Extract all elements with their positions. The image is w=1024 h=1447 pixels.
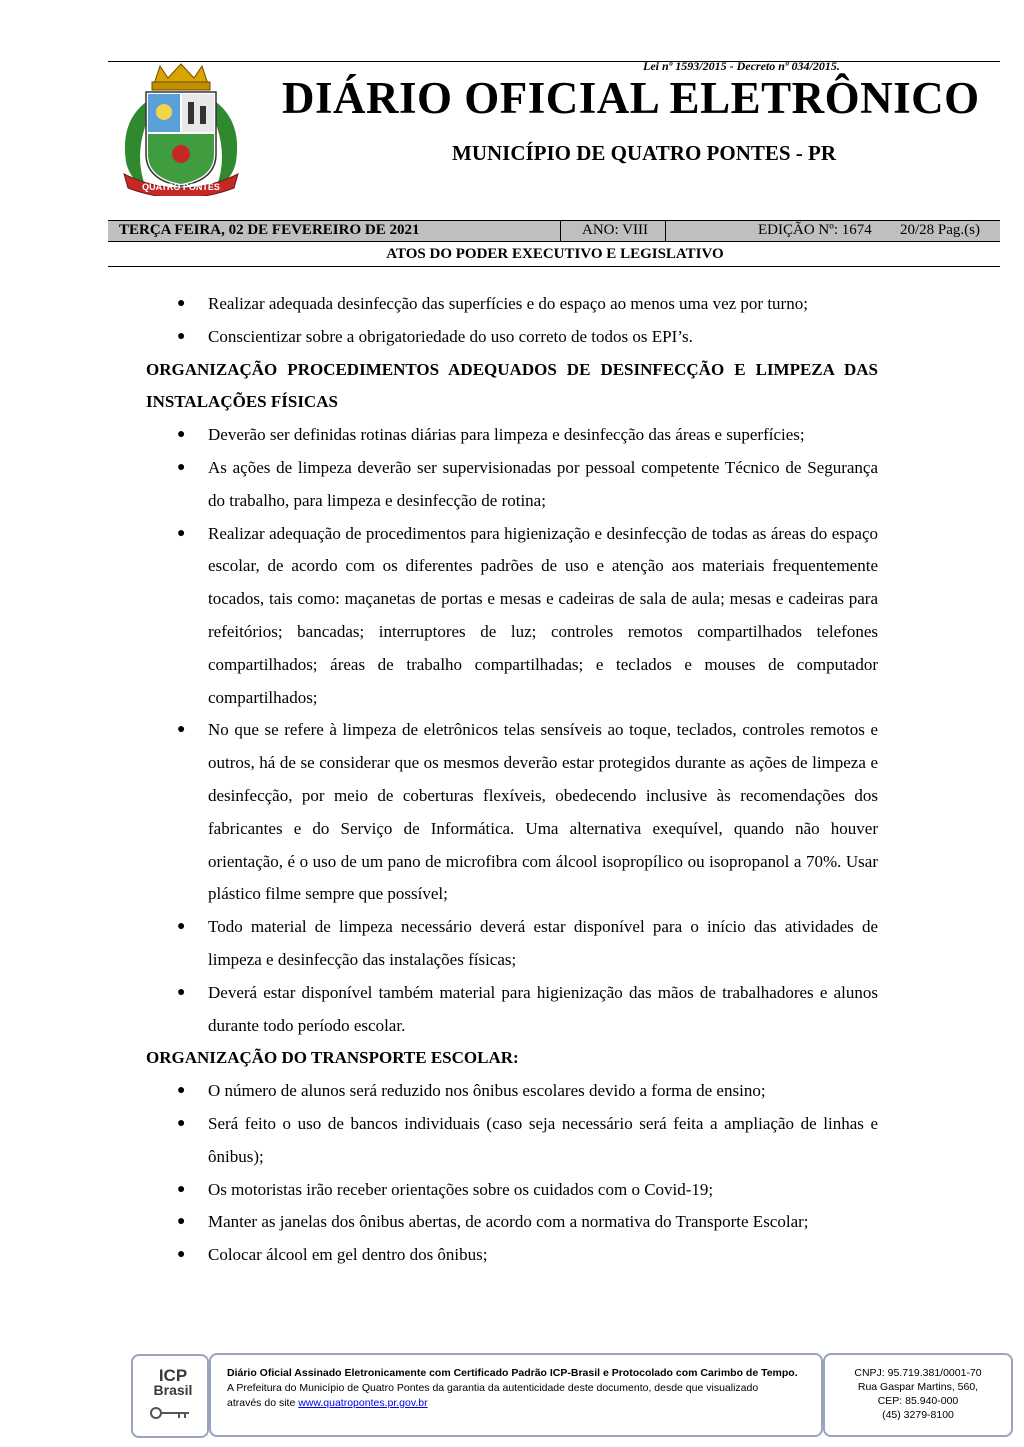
key-icon	[149, 1406, 193, 1420]
signature-line-2: A Prefeitura do Município de Quatro Pontes da garantia da autenticidade deste documento, desde que visualizado	[227, 1382, 759, 1394]
bullet-icon: ●	[177, 1181, 186, 1197]
list-item: ● No que se refere à limpeza de eletrônicos telas sensíveis ao toque, teclados, controles remotos e outros, há de se considerar que os mesmos deverão estar protegidos durante as ações de limpeza e desinfecção, por meio de coberturas flexíveis, obedecendo inclusive às recomendações dos fabricantes e do Serviço de Informática. Uma alternativa exequível, quando não houver orientação, é o uso de um pano de microfibra com álcool isopropílico ou isopropanol a 70%. Usar plástico filme sempre que possível;	[146, 714, 878, 911]
bullet-icon: ●	[177, 525, 186, 541]
page-title: DIÁRIO OFICIAL ELETRÔNICO	[282, 73, 980, 123]
bullet-icon: ●	[177, 427, 186, 443]
list-item: ● Realizar adequação de procedimentos para higienização e desinfecção de todas as áreas do espaço escolar, de acordo com os diferentes padrões de uso e atenção aos materiais frequentemente tocados, tais como: maçanetas de portas e mesas e cadeiras de sala de aula; mesas e cadeiras para refeitórios; bancadas; interruptores de luz; controles remotos compartilhados telefones compartilhados; áreas de trabalho compartilhadas; e teclados e mouses de computador compartilhados;	[146, 518, 878, 715]
document-body	[146, 288, 878, 1272]
intro-list	[146, 288, 878, 354]
cleaning-list	[146, 419, 878, 1042]
postal-code: CEP: 85.940-000	[877, 1395, 959, 1407]
site-link[interactable]: www.quatropontes.pr.gov.br	[298, 1397, 428, 1409]
signature-line-1: Diário Oficial Assinado Eletronicamente com Certificado Padrão ICP-Brasil e Protocolado com Carimbo de Tempo.	[227, 1367, 798, 1379]
info-divider	[560, 221, 561, 241]
cnpj: CNPJ: 95.719.381/0001-70	[854, 1367, 982, 1379]
section-title-rule	[108, 266, 1000, 267]
list-item: ● O número de alunos será reduzido nos ônibus escolares devido a forma de ensino;	[146, 1075, 878, 1108]
signature-notice	[209, 1353, 823, 1437]
coat-ribbon-text: QUATRO PONTES	[142, 182, 220, 192]
bullet-icon: ●	[177, 919, 186, 935]
list-item: ● Será feito o uso de bancos individuais (caso seja necessário será feita a ampliação de linhas e ônibus);	[146, 1108, 878, 1174]
edition-date: TERÇA FEIRA, 02 DE FEVEREIRO DE 2021	[119, 222, 420, 238]
list-item: ● Todo material de limpeza necessário deverá estar disponível para o início das atividades de limpeza e desinfecção das instalações físicas;	[146, 911, 878, 977]
footer	[131, 1353, 1011, 1437]
street-address: Rua Gaspar Martins, 560,	[857, 1381, 979, 1393]
bullet-icon: ●	[177, 459, 186, 475]
signature-line-3: através do site www.quatropontes.pr.gov.br	[227, 1397, 428, 1409]
bullet-icon: ●	[177, 722, 186, 738]
section-heading-cleaning: ORGANIZAÇÃO PROCEDIMENTOS ADEQUADOS DE DESINFECÇÃO E LIMPEZA DAS INSTALAÇÕES FÍSICAS	[146, 359, 878, 412]
edition-number: EDIÇÃO Nº: 1674	[758, 222, 872, 238]
bullet-icon: ●	[177, 328, 186, 344]
address-box	[823, 1353, 1013, 1437]
icp-brasil-badge	[131, 1354, 209, 1438]
bullet-icon: ●	[177, 984, 186, 1000]
coat-of-arms-logo	[116, 62, 246, 196]
list-item: ● Deverão ser definidas rotinas diárias para limpeza e desinfecção das áreas e superfícies;	[146, 419, 878, 452]
list-item: ● As ações de limpeza deverão ser supervisionadas por pessoal competente Técnico de Segurança do trabalho, para limpeza e desinfecção de rotina;	[146, 452, 878, 518]
edition-info-bar	[108, 220, 1000, 242]
edition-year: ANO: VIII	[582, 222, 648, 238]
municipality-name: MUNICÍPIO DE QUATRO PONTES - PR	[452, 141, 837, 165]
bullet-icon: ●	[177, 1214, 186, 1230]
bullet-icon: ●	[177, 1115, 186, 1131]
bullet-icon: ●	[177, 1083, 186, 1099]
section-title: ATOS DO PODER EXECUTIVO E LEGISLATIVO	[386, 246, 724, 262]
page-count: 20/28 Pag.(s)	[900, 222, 980, 238]
list-item: ● Deverá estar disponível também material para higienização das mãos de trabalhadores e alunos durante todo período escolar.	[146, 977, 878, 1043]
info-divider	[665, 221, 666, 241]
section-heading-transport: ORGANIZAÇÃO DO TRANSPORTE ESCOLAR:	[146, 1048, 519, 1068]
list-item: ● Colocar álcool em gel dentro dos ônibus;	[146, 1239, 878, 1272]
law-reference: Lei nº 1593/2015 - Decreto nº 034/2015.	[643, 59, 840, 73]
list-item: ● Manter as janelas dos ônibus abertas, de acordo com a normativa do Transporte Escolar;	[146, 1206, 878, 1239]
list-item: ● Conscientizar sobre a obrigatoriedade do uso correto de todos os EPI’s.	[146, 321, 878, 354]
transport-list	[146, 1075, 878, 1272]
icp-brasil-logo: ICP Brasil	[153, 1366, 193, 1398]
list-item: ● Os motoristas irão receber orientações sobre os cuidados com o Covid-19;	[146, 1174, 878, 1207]
bullet-icon: ●	[177, 296, 186, 311]
phone-number: (45) 3279-8100	[882, 1409, 954, 1421]
list-item: ● Realizar adequada desinfecção das superfícies e do espaço ao menos uma vez por turno;	[146, 288, 878, 321]
bullet-icon: ●	[177, 1247, 186, 1263]
